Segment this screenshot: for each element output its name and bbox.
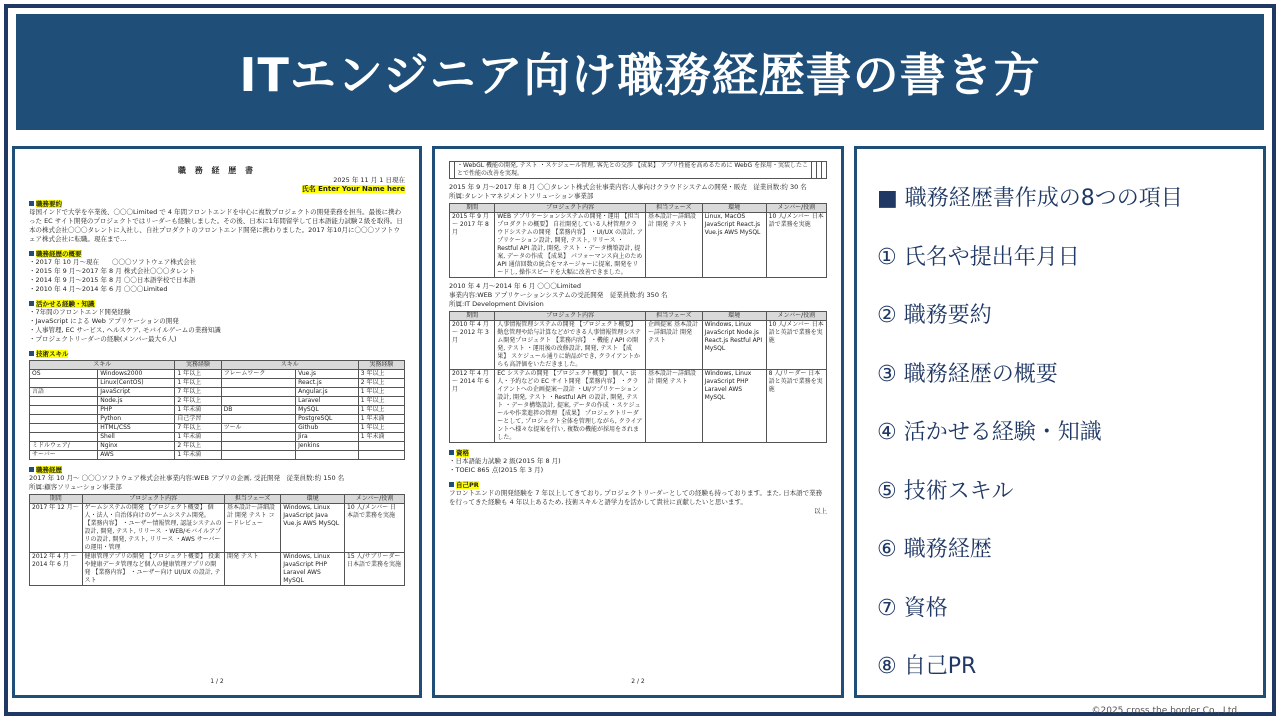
block2-head: 2010 年 4 月～2014 年 6 月 〇〇〇Limited xyxy=(449,282,582,290)
copyright: ©2025 cross the border Co., Ltd. xyxy=(1091,706,1240,716)
table-header: 期間 xyxy=(450,204,495,213)
table-cell: JavaScript xyxy=(98,388,175,397)
table-cell xyxy=(30,433,98,442)
table-header: スキル xyxy=(221,361,358,370)
table-cell: 基本設計～詳細設計 開発 テスト xyxy=(646,213,703,278)
table-cell: 10 人/メンバー 日本語で業務を実施 xyxy=(345,504,405,553)
table-cell: Shell xyxy=(98,433,175,442)
table-header: 期間 xyxy=(450,312,495,321)
table-cell: 2015 年 9 月 ～ 2017 年 8 月 xyxy=(450,213,495,278)
table-cell: 7 年以上 xyxy=(175,388,221,397)
table-cell: PHP xyxy=(98,406,175,415)
list-item: ④ 活かせる経験・知識 xyxy=(877,420,1102,445)
list-item: ① 氏名や提出年月日 xyxy=(877,244,1080,270)
table-row xyxy=(30,451,405,460)
table-cell: 基本設計～詳細設計 開発 テスト コードレビュー xyxy=(225,504,281,553)
table-row xyxy=(30,406,405,415)
list-item: ・7年間のフロントエンド開発経験 xyxy=(29,308,131,316)
table-cell: OS xyxy=(30,370,98,379)
table-header: 期間 xyxy=(30,495,83,504)
list-item: ⑤ 技術スキル xyxy=(877,478,1014,504)
list-item: ・2017 年 10 月～現在 〇〇〇ソフトウェア株式会社 xyxy=(29,258,197,266)
block2-table xyxy=(449,311,827,443)
list-item: ・人事管理, EC サービス, ヘルスケア, モバイルゲームの業務知識 xyxy=(29,326,221,334)
doc-title: 職 務 経 歴 書 xyxy=(177,166,257,175)
slide-title: ITエンジニア向け職務経歴書の書き方 xyxy=(239,48,1041,102)
table-cell: Node.js xyxy=(98,397,175,406)
table-cell: MySQL xyxy=(296,406,359,415)
table-row xyxy=(30,370,405,379)
table-cell: 3 年以上 xyxy=(358,370,404,379)
table-cell: 1 年未満 xyxy=(175,451,221,460)
cert-list xyxy=(449,457,827,475)
table-cell: Python xyxy=(98,415,175,424)
table-cell xyxy=(221,388,296,397)
table-cell: 1 年以上 xyxy=(358,388,404,397)
table-cell: ゲームシステムの開発 【プロジェクト概要】 個人・法人・自治体向けのゲームシステム開発。 【業務内容】 ・ユーザー情報管理, 認証システムの設計, 開発, テスト, リリース ・WEB/モバイルアプリの設計, 開発, テスト, リリース ・AWS サーバーの運用・管理 xyxy=(82,504,225,553)
table-cell: PostgreSQL xyxy=(296,415,359,424)
list-item: ・日本語能力試験 2 級(2015 年 8 月) xyxy=(449,457,561,465)
table-cell: Vue.js xyxy=(296,370,359,379)
table-cell xyxy=(30,397,98,406)
career-table xyxy=(29,494,405,586)
continued-table xyxy=(449,161,827,179)
table-header: メンバー/役割 xyxy=(766,204,826,213)
block2-sub: 事業内容:WEB アプリケーションシステムの受託開発 従業員数:約 350 名 xyxy=(449,291,668,299)
table-cell: 2012 年 4 月 ～ 2014 年 6 月 xyxy=(450,370,495,443)
pr-text: フロントエンドの開発経験を 7 年以上してきており, プロジェクトリーダーとしての経験も持っております。また, 日本語で業務を行ってきた経験も 4 年以上あるため, 技術スキルと語学力を活かして貴社に貢献したいと思います。 xyxy=(449,489,823,506)
table-cell xyxy=(221,451,296,460)
table-cell xyxy=(221,433,296,442)
table-cell: 1 年未満 xyxy=(358,433,404,442)
table-cell: Jenkins xyxy=(296,442,359,451)
table-cell: EC システムの開発 【プロジェクト概要】 個人・法人・予約などの EC サイト開発 【業務内容】 ・クライアントへの企画提案～設計 ・UI/アプリケーション設計, 開発, テスト ・Restful API の設計, 開発, テスト ・データ構築設計, 提案, データの作成 ・スケジュールや作業進捗の管理 【成果】 プロジェクトリーダーとして, プロジェクト全体を管理しながら, クライアントへ様々な提案を行い, 複数の機能が採用をされました。 xyxy=(495,370,646,443)
table-cell: Laravel xyxy=(296,397,359,406)
table-cell: DB xyxy=(221,406,296,415)
block2-dept: 所属:IT Development Division xyxy=(449,300,544,308)
table-row xyxy=(30,442,405,451)
section-skills-exp-heading: 活かせる経験・知識 xyxy=(29,299,405,308)
outline-list xyxy=(29,258,405,294)
table-cell xyxy=(822,162,827,179)
table-row xyxy=(30,504,405,553)
table-cell: Windows, Linux JavaScript Node.js React.js Restful API MySQL xyxy=(702,321,766,370)
career-head: 2017 年 10 月～ 〇〇〇ソフトウェア株式会社事業内容:WEB アプリの企画, 受託開発 従業員数:約 150 名 xyxy=(29,474,345,482)
table-header: プロジェクト内容 xyxy=(495,204,646,213)
table-cell: 開発 テスト xyxy=(225,553,281,586)
table-cell: ミドルウェア/ xyxy=(30,442,98,451)
table-cell xyxy=(221,379,296,388)
table-cell: ツール xyxy=(221,424,296,433)
section-career-heading: 職務経歴 xyxy=(29,465,405,474)
list-item: ⑧ 自己PR xyxy=(877,654,977,679)
table-row xyxy=(30,388,405,397)
list-item: ・2010 年 4 月～2014 年 6 月 〇〇〇Limited xyxy=(29,285,168,293)
table-cell: 15 人/サブリーダー 日本語で業務を実施 xyxy=(345,553,405,586)
table-cell: 2 年以上 xyxy=(358,379,404,388)
table-cell: 1 年以上 xyxy=(358,406,404,415)
table-cell xyxy=(296,451,359,460)
table-cell: 自己学習 xyxy=(175,415,221,424)
skills-exp-list xyxy=(29,308,405,344)
section-cert-heading: 資格 xyxy=(449,448,827,457)
page-number: 1 / 2 xyxy=(210,678,224,685)
table-row xyxy=(450,213,827,278)
table-row xyxy=(450,321,827,370)
table-header: 担当フェーズ xyxy=(225,495,281,504)
table-cell xyxy=(358,451,404,460)
table-cell: WEB アプリケーションシステムの開発・運用 【担当プロダクトの概要】 自社開発している人材管理クラウドシステムの開発 【業務内容】 ・UI/UX の設計, アプリケーション設計, 開発, テスト, リリース ・Restful API 設計, 開発, テスト ・データ構築設計, 提案, データの作成 【成果】 パフォーマンス向上のため API 通信回数の統合をマネージャーに提案, 開発をリードし, 操作スピードを大幅に改善できました。 xyxy=(495,213,646,278)
table-cell: 企画提案 基本設計～詳細設計 開発 テスト xyxy=(646,321,703,370)
block1-head: 2015 年 9 月～2017 年 8 月 〇〇タレント株式会社事業内容:人事向けクラウドシステムの開発・販売 従業員数:約 30 名 xyxy=(449,183,807,191)
end-mark: 以上 xyxy=(814,507,827,515)
list-item: ・2015 年 9 月～2017 年 8 月 株式会社〇〇〇タレント xyxy=(29,267,196,275)
table-cell xyxy=(221,415,296,424)
list-item: ⑥ 職務経歴 xyxy=(877,537,992,562)
table-cell: 2 年以上 xyxy=(175,442,221,451)
table-cell: Windows, Linux JavaScript PHP Laravel AWS MySQL xyxy=(702,370,766,443)
table-header: 実務経験 xyxy=(358,361,404,370)
list-item: ・プロジェクトリーダーの経験(メンバー最大６人) xyxy=(29,335,177,343)
table-cell: 8 人/リーダー 日本語と英語で業務を実施 xyxy=(766,370,826,443)
table-header: メンバー/役割 xyxy=(766,312,826,321)
table-cell: Windows, Linux JavaScript PHP Laravel AWS MySQL xyxy=(281,553,345,586)
table-cell: AWS xyxy=(98,451,175,460)
section-tech-heading: 技術スキル xyxy=(29,349,405,358)
table-cell: React.js xyxy=(296,379,359,388)
list-item: ② 職務要約 xyxy=(877,303,992,328)
table-cell: 1 年未満 xyxy=(175,433,221,442)
table-row xyxy=(450,370,827,443)
table-header: プロジェクト内容 xyxy=(495,312,646,321)
table-cell xyxy=(30,406,98,415)
table-cell: 10 人/メンバー 日本語と英語で業務を実施 xyxy=(766,321,826,370)
table-cell: ・WebGL 機能の開発, テスト ・スケジュール管理, 客先との交渉 【成果】 アプリ性能を高めるために WebG を採用・実装したことで性能の改善を実現。 xyxy=(455,162,812,179)
table-cell: 健康管理アプリの開発 【プロジェクト概要】 投薬や健康データ管理など個人の健康管理アプリの開発 【業務内容】 ・ユーザー向け UI/UX の設計, テスト xyxy=(82,553,225,586)
table-cell: 2 年以上 xyxy=(175,397,221,406)
table-cell: 1 年以上 xyxy=(358,424,404,433)
table-cell: HTML/CSS xyxy=(98,424,175,433)
table-cell: Angular.js xyxy=(296,388,359,397)
items-heading: ■ 職務経歴書作成の8つの項目 xyxy=(877,186,1183,211)
table-cell: 1 年未満 xyxy=(175,406,221,415)
table-row xyxy=(30,379,405,388)
table-cell: Windows, Linux JavaScript Java Vue.js AWS MySQL xyxy=(281,504,345,553)
table-header: 環境 xyxy=(281,495,345,504)
resume-page-1 xyxy=(29,159,405,685)
table-header: メンバー/役割 xyxy=(345,495,405,504)
table-row xyxy=(30,424,405,433)
items-list xyxy=(877,181,1183,708)
table-cell xyxy=(358,442,404,451)
resume-page-2-panel xyxy=(432,146,844,698)
block1-dept: 所属:タレントマネジメントソリューション事業部 xyxy=(449,192,594,200)
page-number: 2 / 2 xyxy=(631,678,645,685)
title-banner xyxy=(16,14,1264,130)
list-item: ・2014 年 9 月～2015 年 8 月 〇〇日本語学校で日本語 xyxy=(29,276,196,284)
table-header: 担当フェーズ xyxy=(646,204,703,213)
table-cell: Windows2000 xyxy=(98,370,175,379)
table-row xyxy=(30,397,405,406)
table-cell: サーバー xyxy=(30,451,98,460)
doc-date: 2025 年 11 月 1 日現在 xyxy=(333,176,405,184)
career-dept: 所属:顧客ソリューション事業部 xyxy=(29,483,122,491)
table-cell: Linux(CentOS) xyxy=(98,379,175,388)
table-header: プロジェクト内容 xyxy=(82,495,225,504)
table-cell xyxy=(221,442,296,451)
table-row xyxy=(30,553,405,586)
table-cell: 基本設計～詳細設計 開発 テスト xyxy=(646,370,703,443)
table-cell: Github xyxy=(296,424,359,433)
table-header: 環境 xyxy=(702,312,766,321)
table-cell: Linux, MacOS JavaScript React.js Vue.js AWS MySQL xyxy=(702,213,766,278)
block1-table xyxy=(449,203,827,278)
table-cell xyxy=(221,397,296,406)
list-item: ⑦ 資格 xyxy=(877,595,948,621)
table-header: 実務経験 xyxy=(175,361,221,370)
table-cell: 人事情報管理システムの開発 【プロジェクト概要】 勤怠管理や給与計算などができる人事情報管理システム開発プロジェクト 【業務内容】 ・機能 / API の開発, テスト ・運用後の改修設計, 開発, テスト 【成果】 スケジュール通りに納品ができ, クライアントからも高評価をいただきました。 xyxy=(495,321,646,370)
table-cell xyxy=(30,379,98,388)
table-header: スキル xyxy=(30,361,175,370)
table-header: 環境 xyxy=(702,204,766,213)
resume-page-2 xyxy=(449,159,827,685)
table-row xyxy=(450,162,827,179)
table-cell: 1 年未満 xyxy=(358,415,404,424)
items-panel xyxy=(854,146,1266,698)
table-row xyxy=(30,415,405,424)
table-cell: Jira xyxy=(296,433,359,442)
section-pr-heading: 自己PR xyxy=(449,480,827,489)
table-cell: Nginx xyxy=(98,442,175,451)
table-cell: フレームワーク xyxy=(221,370,296,379)
resume-page-1-panel xyxy=(12,146,422,698)
table-cell: 1 年以上 xyxy=(175,370,221,379)
table-cell: 2010 年 4 月 ～ 2012 年 3 月 xyxy=(450,321,495,370)
summary-text: 母国インドで大学を卒業後、〇〇〇Limited で 4 年間フロントエンドを中心に複数プロジェクトの開発業務を担当。最後に携わった EC サイト開発のプロジェクトではリーダーも経験しました。その後、日本に1年間留学して日本語能力試験２級を取得。日本の株式会社〇〇〇タレントに入社し、自社プロダクトのフロントエンド開発に携わりました。2017 年10月に〇〇〇ソフトウェア株式会社に転職。現在まで… xyxy=(29,208,403,243)
table-cell: 2017 年 12 月～ xyxy=(30,504,83,553)
table-cell: 1 年以上 xyxy=(175,379,221,388)
table-row xyxy=(30,433,405,442)
tech-skills-table xyxy=(29,360,405,460)
list-item: ・JavaScript による Web アプリケーションの開発 xyxy=(29,317,179,325)
table-header: 担当フェーズ xyxy=(646,312,703,321)
table-cell: 言語 xyxy=(30,388,98,397)
doc-name: 氏名 Enter Your Name here xyxy=(301,185,405,193)
section-summary-heading: 職務要約 xyxy=(29,199,405,208)
table-cell xyxy=(30,424,98,433)
table-cell: 1 年以上 xyxy=(358,397,404,406)
table-cell: 2012 年 4 月 ～ 2014 年 6 月 xyxy=(30,553,83,586)
list-item: ・TOEIC 865 点(2015 年 3 月) xyxy=(449,466,544,474)
section-outline-heading: 職務経歴の概要 xyxy=(29,249,405,258)
list-item: ③ 職務経歴の概要 xyxy=(877,361,1058,387)
table-cell: 10 人/メンバー 日本語で業務を実施 xyxy=(766,213,826,278)
table-cell: 7 年以上 xyxy=(175,424,221,433)
table-cell xyxy=(30,415,98,424)
